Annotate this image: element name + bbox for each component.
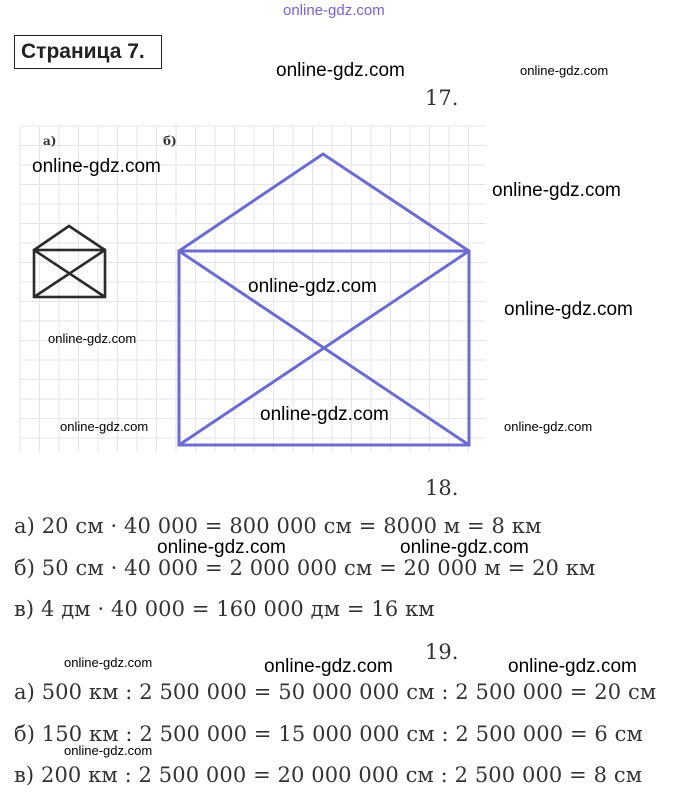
watermark: online-gdz.com: [520, 63, 609, 78]
task-17-number: 17.: [425, 86, 459, 110]
watermark: online-gdz.com: [400, 537, 529, 558]
task-18-line-c: в) 4 дм · 40 000 = 160 000 дм = 16 км: [14, 597, 435, 621]
task-18-line-b: б) 50 см · 40 000 = 2 000 000 см = 20 000 м = 20 км: [14, 556, 596, 580]
watermark: online-gdz.com: [48, 331, 137, 346]
watermark: online-gdz.com: [64, 655, 153, 670]
watermark: online-gdz.com: [504, 419, 593, 434]
watermark: online-gdz.com: [504, 299, 633, 320]
watermark: online-gdz.com: [264, 656, 393, 677]
watermark: online-gdz.com: [260, 404, 389, 425]
watermark: online-gdz.com: [492, 180, 621, 201]
large-envelope-figure: [179, 154, 469, 445]
task-17-label-b: б): [163, 134, 177, 148]
task-19-number: 19.: [425, 640, 459, 664]
task-19-line-a: а) 500 км : 2 500 000 = 50 000 000 см : 2 500 000 = 20 см: [14, 680, 657, 704]
watermark: online-gdz.com: [508, 656, 637, 677]
small-envelope-figure: [34, 226, 105, 297]
watermark: online-gdz.com: [64, 743, 153, 758]
task-19-line-c: в) 200 км : 2 500 000 = 20 000 000 см : 2 500 000 = 8 см: [14, 763, 643, 787]
watermark: online-gdz.com: [32, 156, 161, 177]
page-label: Страница 7.: [14, 35, 162, 69]
task-17-label-a: а): [43, 134, 57, 148]
watermark-top: online-gdz.com: [283, 2, 385, 19]
task-18-number: 18.: [425, 476, 459, 500]
task-19-line-b: б) 150 км : 2 500 000 = 15 000 000 см : 2 500 000 = 6 см: [14, 722, 643, 746]
watermark: online-gdz.com: [248, 276, 377, 297]
watermark: online-gdz.com: [60, 419, 149, 434]
watermark: online-gdz.com: [157, 537, 286, 558]
task-18-line-a: а) 20 см · 40 000 = 800 000 см = 8000 м = 8 км: [14, 514, 542, 538]
watermark: online-gdz.com: [276, 60, 405, 81]
